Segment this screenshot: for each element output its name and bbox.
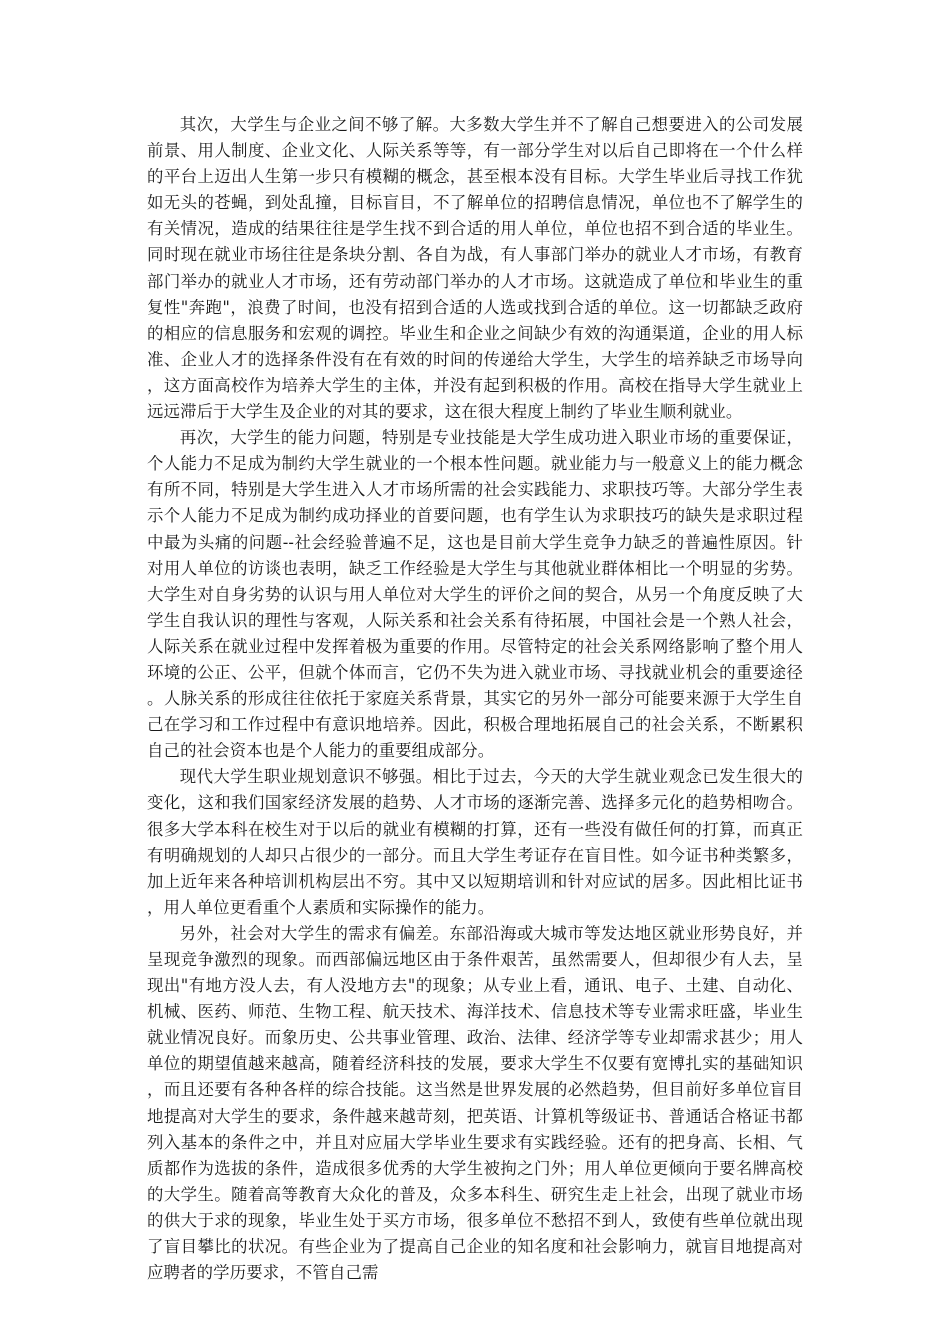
- paragraph-enterprise-understanding: 其次，大学生与企业之间不够了解。大多数大学生并不了解自己想要进入的公司发展前景、用人制度、企业文化、人际关系等等，有一部分学生对以后自己即将在一个什么样的平台上迈出人生第一步只有模糊的概念，甚至根本没有目标。大学生毕业后寻找工作犹如无头的苍蝇，到处乱撞，目标盲目，不了解单位的招聘信息情况，单位也不了解学生的有关情况，造成的结果往往是学生找不到合适的用人单位，单位也招不到合适的毕业生。同时现在就业市场往往是条块分割、各自为战，有人事部门举办的就业人才市场，有教育部门举办的就业人才市场，还有劳动部门举办的人才市场。这就造成了单位和毕业生的重复性"奔跑"，浪费了时间，也没有招到合适的人选或找到合适的单位。这一切都缺乏政府的相应的信息服务和宏观的调控。毕业生和企业之间缺少有效的沟通渠道，企业的用人标准、企业人才的选择条件没有在有效的时间的传递给大学生，大学生的培养缺乏市场导向，这方面高校作为培养大学生的主体，并没有起到积极的作用。高校在指导大学生就业上远远滞后于大学生及企业的对其的要求，这在很大程度上制约了毕业生顺利就业。: [147, 115, 803, 422]
- paragraph-ability-problem: 再次，大学生的能力问题，特别是专业技能是大学生成功进入职业市场的重要保证，个人能力不足成为制约大学生就业的一个根本性问题。就业能力与一般意义上的能力概念有所不同，特别是大学生进入人才市场所需的社会实践能力、求职技巧等。大部分学生表示个人能力不足成为制约成功择业的首要问题，也有学生认为求职技巧的缺失是求职过程中最为头痛的问题--社会经验普遍不足，这也是目前大学生竞争力缺乏的普遍性原因。针对用人单位的访谈也表明，缺乏工作经验是大学生与其他就业群体相比一个明显的劣势。大学生对自身劣势的认识与用人单位对大学生的评价之间的契合，从另一个角度反映了大学生自我认识的理性与客观，人际关系和社会关系有待拓展，中国社会是一个熟人社会，人际关系在就业过程中发挥着极为重要的作用。尽管特定的社会关系网络影响了整个用人环境的公正、公平，但就个体而言，它仍不失为进入就业市场、寻找就业机会的重要途径。人脉关系的形成往往依托于家庭关系背景，其实它的另外一部分可能要来源于大学生自己在学习和工作过程中有意识地培养。因此，积极合理地拓展自己的社会关系，不断累积自己的社会资本也是个人能力的重要组成部分。: [147, 428, 803, 761]
- paragraph-career-planning: 现代大学生职业规划意识不够强。相比于过去，今天的大学生就业观念已发生很大的变化，这和我们国家经济发展的趋势、人才市场的逐渐完善、选择多元化的趋势相吻合。很多大学本科在校生对于以后的就业有模糊的打算，还有一些没有做任何的打算，而真正有明确规划的人却只占很少的一部分。而且大学生考证存在盲目性。如今证书种类繁多，加上近年来各种培训机构层出不穷。其中又以短期培训和针对应试的居多。因此相比证书，用人单位更看重个人素质和实际操作的能力。: [147, 767, 803, 917]
- document-body: [147, 112, 803, 1286]
- paragraph-social-demand: 另外，社会对大学生的需求有偏差。东部沿海或大城市等发达地区就业形势良好，并呈现竞争激烈的现象。而西部偏远地区由于条件艰苦，虽然需要人，但却很少有人去，呈现出"有地方没人去，有人没地方去"的现象；从专业上看，通讯、电子、土建、自动化、机械、医药、师范、生物工程、航天技术、海洋技术、信息技术等专业需求旺盛，毕业生就业情况良好。而象历史、公共事业管理、政治、法律、经济学等专业却需求甚少；用人单位的期望值越来越高，随着经济科技的发展，要求大学生不仅要有宽博扎实的基础知识，而且还要有各种各样的综合技能。这当然是世界发展的必然趋势，但目前好多单位盲目地提高对大学生的要求，条件越来越苛刻，把英语、计算机等级证书、普通话合格证书都列入基本的条件之中，并且对应届大学毕业生要求有实践经验。还有的把身高、长相、气质都作为选拔的条件，造成很多优秀的大学生被拘之门外；用人单位更倾向于要名牌高校的大学生。随着高等教育大众化的普及，众多本科生、研究生走上社会，出现了就业市场的供大于求的现象，毕业生处于买方市场，很多单位不愁招不到人，致使有些单位就出现了盲目攀比的状况。有些企业为了提高自己企业的知名度和社会影响力，就盲目地提高对应聘者的学历要求，不管自己需: [147, 923, 803, 1283]
